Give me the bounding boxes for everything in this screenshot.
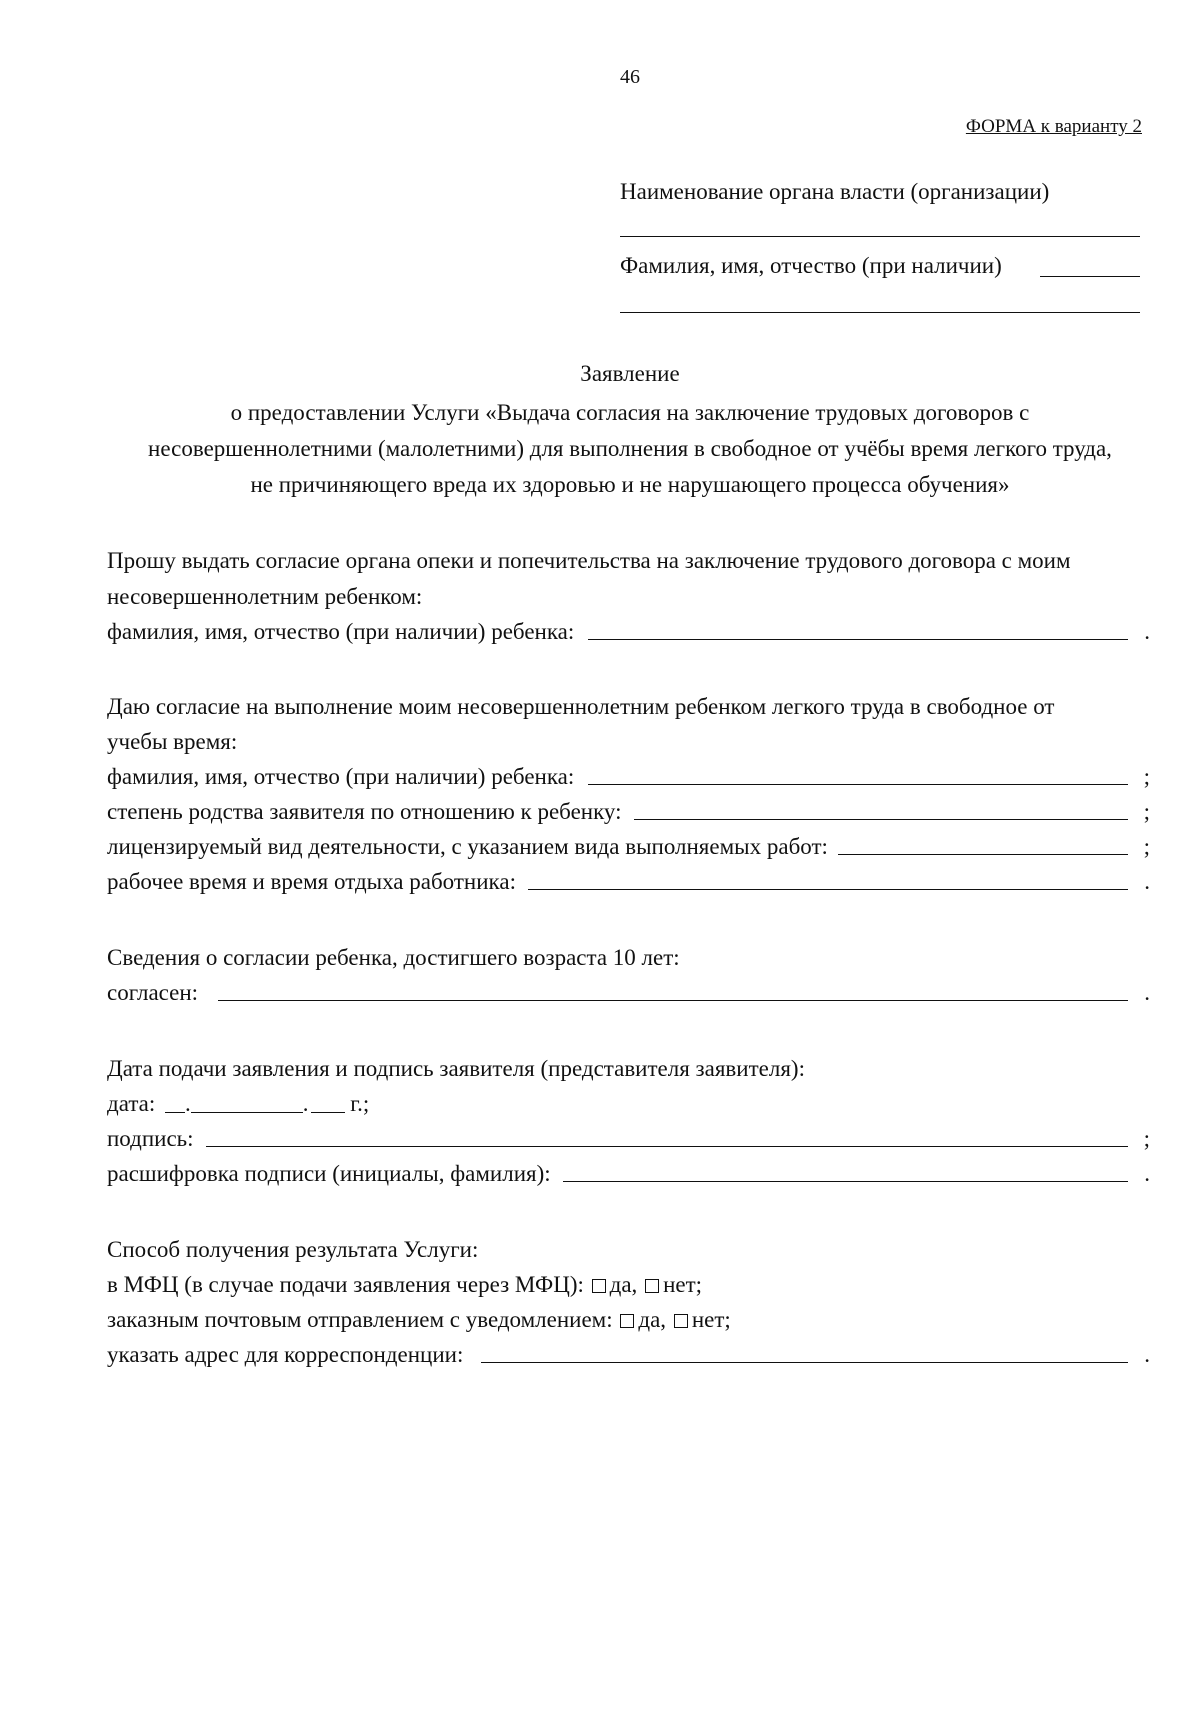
- relation-field[interactable]: [634, 818, 1128, 820]
- yes-label: да,: [638, 1307, 667, 1332]
- consent-text-line-2: учебы время:: [107, 729, 238, 754]
- date-separator: .: [302, 1091, 309, 1116]
- decoding-row: [107, 1162, 1150, 1185]
- child-fio-field[interactable]: [588, 638, 1128, 640]
- document-title: Заявление: [580, 361, 680, 386]
- activity-field[interactable]: [838, 853, 1128, 855]
- applicant-fio-field-short[interactable]: [1040, 276, 1140, 277]
- worktime-label: рабочее время и время отдыха работника:: [107, 869, 516, 894]
- child-fio-row-1: [107, 620, 1150, 643]
- page-number: 46: [620, 66, 640, 88]
- agree-label: согласен:: [107, 980, 199, 1005]
- date-month-field[interactable]: [191, 1094, 303, 1113]
- date-year-field[interactable]: [311, 1094, 345, 1113]
- worktime-field[interactable]: [528, 888, 1128, 890]
- address-row: [107, 1343, 1150, 1366]
- agree-field[interactable]: [218, 999, 1128, 1001]
- row-end-mark: .: [1144, 980, 1150, 1005]
- consent-text-line-1: Даю согласие на выполнение моим несовершеннолетним ребенком легкого труда в свободное от: [107, 694, 1055, 719]
- child-fio-field[interactable]: [588, 783, 1128, 785]
- mfc-no-checkbox[interactable]: [645, 1279, 659, 1293]
- date-signature-heading: Дата подачи заявления и подпись заявителя (представителя заявителя):: [107, 1056, 805, 1081]
- form-variant-label: ФОРМА к варианту 2: [965, 116, 1142, 137]
- date-day-field[interactable]: [165, 1094, 185, 1113]
- row-end-mark: ;: [1143, 1126, 1150, 1151]
- decoding-field[interactable]: [563, 1180, 1128, 1182]
- row-end-mark: ;: [1143, 834, 1150, 859]
- mfc-label: в МФЦ (в случае подачи заявления через МФЦ):: [107, 1272, 584, 1297]
- title-line-3: не причиняющего вреда их здоровью и не нарушающего процесса обучения»: [250, 472, 1010, 497]
- date-separator: .: [185, 1091, 191, 1116]
- activity-row: [107, 835, 1150, 858]
- relation-label: степень родства заявителя по отношению к ребенку:: [107, 799, 622, 824]
- row-end-mark: .: [1144, 1342, 1150, 1367]
- authority-field[interactable]: [620, 236, 1140, 237]
- yes-label: да,: [609, 1272, 638, 1297]
- child-fio-row-2: [107, 765, 1150, 788]
- relation-row: [107, 800, 1150, 823]
- signature-label: подпись:: [107, 1126, 194, 1151]
- request-text-line-1: Прошу выдать согласие органа опеки и попечительства на заключение трудового договора с моим: [107, 548, 1071, 573]
- row-end-mark: ;: [1143, 764, 1150, 789]
- delivery-method-heading: Способ получения результата Услуги:: [107, 1237, 479, 1262]
- child-consent-heading: Сведения о согласии ребенка, достигшего возраста 10 лет:: [107, 945, 680, 970]
- address-field[interactable]: [481, 1361, 1128, 1363]
- row-end-mark: .: [1144, 869, 1150, 894]
- no-label: нет;: [691, 1307, 731, 1332]
- row-end-mark: .: [1144, 619, 1150, 644]
- mfc-row: [107, 1273, 702, 1296]
- date-year-suffix: г.;: [350, 1091, 370, 1116]
- applicant-fio-field[interactable]: [620, 312, 1140, 313]
- address-label: указать адрес для корреспонденции:: [107, 1342, 464, 1367]
- no-label: нет;: [663, 1272, 703, 1297]
- decoding-label: расшифровка подписи (инициалы, фамилия):: [107, 1161, 551, 1186]
- title-line-1: о предоставлении Услуги «Выдача согласия на заключение трудовых договоров с: [230, 400, 1030, 425]
- request-text-line-2: несовершеннолетним ребенком:: [107, 584, 423, 609]
- signature-row: [107, 1127, 1150, 1150]
- agree-row: [107, 981, 1150, 1004]
- mfc-yes-checkbox[interactable]: [592, 1279, 606, 1293]
- worktime-row: [107, 870, 1150, 893]
- child-fio-label: фамилия, имя, отчество (при наличии) ребенка:: [107, 619, 575, 644]
- mail-label: заказным почтовым отправлением с уведомлением:: [107, 1307, 613, 1332]
- mail-row: [107, 1308, 731, 1331]
- date-label: дата:: [107, 1091, 156, 1116]
- row-end-mark: .: [1144, 1161, 1150, 1186]
- applicant-fio-label: Фамилия, имя, отчество (при наличии): [620, 253, 1002, 278]
- child-fio-label: фамилия, имя, отчество (при наличии) ребенка:: [107, 764, 575, 789]
- signature-field[interactable]: [206, 1145, 1128, 1147]
- activity-label: лицензируемый вид деятельности, с указанием вида выполняемых работ:: [107, 834, 828, 859]
- date-row: [107, 1092, 369, 1115]
- mail-yes-checkbox[interactable]: [620, 1314, 634, 1328]
- row-end-mark: ;: [1143, 799, 1150, 824]
- authority-label: Наименование органа власти (организации): [620, 179, 1050, 204]
- mail-no-checkbox[interactable]: [674, 1314, 688, 1328]
- title-line-2: несовершеннолетними (малолетними) для выполнения в свободное от учёбы время легкого труда,: [148, 436, 1112, 461]
